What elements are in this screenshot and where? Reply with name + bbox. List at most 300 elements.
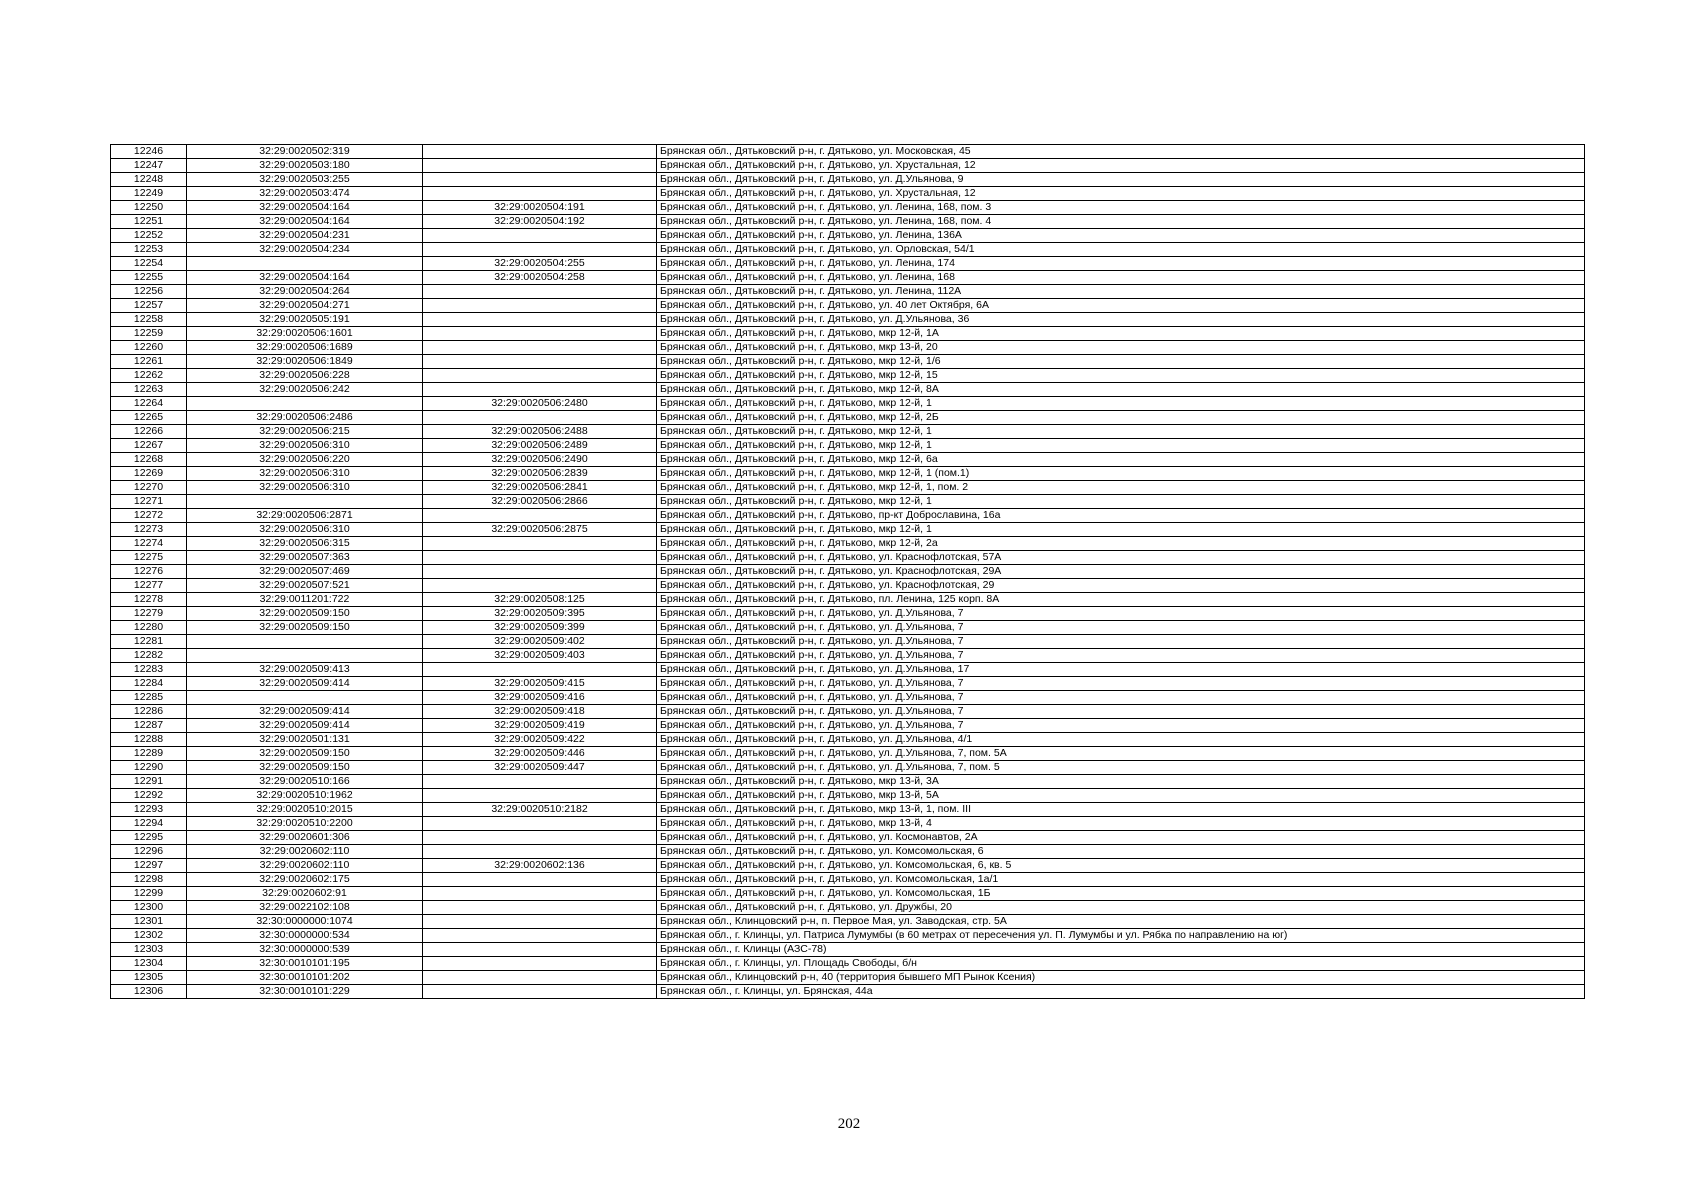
cell-related-cadastral-number [423,341,657,355]
cell-cadastral-number: 32:29:0020507:363 [187,551,423,565]
cell-row-number: 12284 [111,677,187,691]
cell-related-cadastral-number [423,299,657,313]
table-row [111,271,1585,285]
table-row [111,873,1585,887]
cell-row-number: 12266 [111,425,187,439]
cell-related-cadastral-number: 32:29:0020504:255 [423,257,657,271]
table-row [111,887,1585,901]
cell-cadastral-number [187,635,423,649]
table-row [111,523,1585,537]
cell-address: Брянская обл., Дятьковский р-н, г. Дятьково, ул. Д.Ульянова, 4/1 [657,733,1585,747]
cell-related-cadastral-number [423,887,657,901]
cell-cadastral-number [187,649,423,663]
cell-cadastral-number: 32:29:0020509:413 [187,663,423,677]
cell-related-cadastral-number: 32:29:0020506:2839 [423,467,657,481]
cell-row-number: 12288 [111,733,187,747]
cell-row-number: 12282 [111,649,187,663]
cell-cadastral-number: 32:29:0020506:310 [187,523,423,537]
table-row [111,621,1585,635]
cell-related-cadastral-number: 32:29:0020509:399 [423,621,657,635]
cell-row-number: 12274 [111,537,187,551]
table-row [111,397,1585,411]
cell-related-cadastral-number [423,355,657,369]
cell-row-number: 12300 [111,901,187,915]
cell-address: Брянская обл., Дятьковский р-н, г. Дятьково, мкр 12-й, 1А [657,327,1585,341]
table-row [111,453,1585,467]
cell-address: Брянская обл., Дятьковский р-н, г. Дятьково, мкр 12-й, 6а [657,453,1585,467]
cell-cadastral-number: 32:29:0020509:414 [187,677,423,691]
cell-cadastral-number: 32:29:0020506:310 [187,439,423,453]
table-row [111,733,1585,747]
cell-cadastral-number: 32:29:0020602:175 [187,873,423,887]
cell-address: Брянская обл., Дятьковский р-н, г. Дятьково, мкр 12-й, 2а [657,537,1585,551]
cell-address: Брянская обл., Дятьковский р-н, г. Дятьково, ул. Комсомольская, 1а/1 [657,873,1585,887]
cell-related-cadastral-number: 32:29:0020508:125 [423,593,657,607]
table-row [111,299,1585,313]
cell-cadastral-number: 32:30:0000000:1074 [187,915,423,929]
table-row [111,901,1585,915]
cell-address: Брянская обл., Дятьковский р-н, г. Дятьково, мкр 13-й, 1, пом. III [657,803,1585,817]
cell-related-cadastral-number: 32:29:0020509:447 [423,761,657,775]
cell-address: Брянская обл., Дятьковский р-н, г. Дятьково, ул. Д.Ульянова, 7 [657,719,1585,733]
cell-address: Брянская обл., Дятьковский р-н, г. Дятьково, мкр 12-й, 1 [657,495,1585,509]
cell-row-number: 12247 [111,159,187,173]
cell-address: Брянская обл., Дятьковский р-н, г. Дятьково, ул. 40 лет Октября, 6А [657,299,1585,313]
cell-address: Брянская обл., Дятьковский р-н, г. Дятьково, мкр 12-й, 1, пом. 2 [657,481,1585,495]
cell-address: Брянская обл., Дятьковский р-н, г. Дятьково, мкр 12-й, 15 [657,369,1585,383]
cell-address: Брянская обл., Дятьковский р-н, г. Дятьково, мкр 12-й, 2Б [657,411,1585,425]
cell-row-number: 12271 [111,495,187,509]
cell-address: Брянская обл., Дятьковский р-н, г. Дятьково, мкр 12-й, 1/6 [657,355,1585,369]
table-row [111,495,1585,509]
cell-row-number: 12286 [111,705,187,719]
cell-row-number: 12254 [111,257,187,271]
cell-address: Брянская обл., Клинцовский р-н, п. Первое Мая, ул. Заводская, стр. 5А [657,915,1585,929]
table-row [111,635,1585,649]
cell-related-cadastral-number: 32:29:0020504:192 [423,215,657,229]
cell-row-number: 12249 [111,187,187,201]
cell-related-cadastral-number [423,313,657,327]
cell-row-number: 12270 [111,481,187,495]
table-row [111,775,1585,789]
cell-address: Брянская обл., Дятьковский р-н, г. Дятьково, ул. Д.Ульянова, 7, пом. 5А [657,747,1585,761]
cell-cadastral-number: 32:30:0010101:202 [187,971,423,985]
cell-row-number: 12252 [111,229,187,243]
cell-row-number: 12277 [111,579,187,593]
cell-row-number: 12297 [111,859,187,873]
cell-cadastral-number: 32:30:0010101:229 [187,985,423,999]
cell-related-cadastral-number: 32:29:0020509:422 [423,733,657,747]
table-row [111,565,1585,579]
cell-row-number: 12253 [111,243,187,257]
cell-row-number: 12251 [111,215,187,229]
table-row [111,145,1585,159]
table-row [111,411,1585,425]
cell-related-cadastral-number [423,817,657,831]
cell-address: Брянская обл., Дятьковский р-н, г. Дятьково, мкр 12-й, 1 [657,425,1585,439]
cell-row-number: 12272 [111,509,187,523]
table-row [111,509,1585,523]
cell-address: Брянская обл., Дятьковский р-н, г. Дятьково, ул. Краснофлотская, 29А [657,565,1585,579]
cell-address: Брянская обл., Дятьковский р-н, г. Дятьково, ул. Д.Ульянова, 7 [657,649,1585,663]
cell-related-cadastral-number [423,159,657,173]
cell-related-cadastral-number: 32:29:0020509:446 [423,747,657,761]
cell-related-cadastral-number: 32:29:0020509:419 [423,719,657,733]
cell-related-cadastral-number [423,565,657,579]
cell-cadastral-number: 32:29:0020503:180 [187,159,423,173]
cell-related-cadastral-number: 32:29:0020509:395 [423,607,657,621]
cell-row-number: 12257 [111,299,187,313]
cell-row-number: 12285 [111,691,187,705]
table-row [111,971,1585,985]
table-row [111,691,1585,705]
cell-address: Брянская обл., Дятьковский р-н, г. Дятьково, ул. Ленина, 168, пом. 4 [657,215,1585,229]
cell-cadastral-number: 32:29:0020506:1601 [187,327,423,341]
cell-address: Брянская обл., Дятьковский р-н, г. Дятьково, ул. Краснофлотская, 29 [657,579,1585,593]
cell-address: Брянская обл., г. Клинцы, ул. Брянская, 44а [657,985,1585,999]
cell-related-cadastral-number [423,187,657,201]
table-row [111,439,1585,453]
cell-row-number: 12259 [111,327,187,341]
cell-cadastral-number [187,397,423,411]
cell-address: Брянская обл., Дятьковский р-н, г. Дятьково, ул. Д.Ульянова, 7, пом. 5 [657,761,1585,775]
cell-cadastral-number: 32:29:0020506:1849 [187,355,423,369]
table-row [111,551,1585,565]
cell-address: Брянская обл., Дятьковский р-н, г. Дятьково, ул. Д.Ульянова, 7 [657,635,1585,649]
cell-related-cadastral-number [423,929,657,943]
cell-row-number: 12276 [111,565,187,579]
table-row [111,257,1585,271]
cell-address: Брянская обл., Дятьковский р-н, г. Дятьково, ул. Орловская, 54/1 [657,243,1585,257]
table-row [111,719,1585,733]
cell-related-cadastral-number [423,243,657,257]
cell-related-cadastral-number: 32:29:0020506:2875 [423,523,657,537]
table-row [111,663,1585,677]
cell-row-number: 12279 [111,607,187,621]
cell-address: Брянская обл., Дятьковский р-н, г. Дятьково, мкр 12-й, 1 [657,397,1585,411]
table-row [111,845,1585,859]
cell-related-cadastral-number: 32:29:0020509:415 [423,677,657,691]
cell-related-cadastral-number: 32:29:0020506:2490 [423,453,657,467]
cell-related-cadastral-number: 32:29:0020510:2182 [423,803,657,817]
cell-related-cadastral-number [423,411,657,425]
cell-address: Брянская обл., г. Клинцы (АЗС-78) [657,943,1585,957]
table-row [111,817,1585,831]
table-row [111,467,1585,481]
cell-address: Брянская обл., Дятьковский р-н, г. Дятьково, ул. Космонавтов, 2А [657,831,1585,845]
cell-row-number: 12304 [111,957,187,971]
cell-related-cadastral-number: 32:29:0020506:2841 [423,481,657,495]
cell-cadastral-number: 32:29:0020509:150 [187,607,423,621]
cell-address: Брянская обл., Дятьковский р-н, г. Дятьково, мкр 12-й, 8А [657,383,1585,397]
cell-related-cadastral-number [423,537,657,551]
cell-related-cadastral-number: 32:29:0020602:136 [423,859,657,873]
table-row [111,215,1585,229]
cell-cadastral-number: 32:29:0020504:231 [187,229,423,243]
cell-cadastral-number: 32:30:0010101:195 [187,957,423,971]
cell-row-number: 12262 [111,369,187,383]
table-row [111,355,1585,369]
cell-related-cadastral-number [423,957,657,971]
cell-related-cadastral-number [423,971,657,985]
cell-related-cadastral-number: 32:29:0020509:418 [423,705,657,719]
cell-cadastral-number: 32:29:0020510:166 [187,775,423,789]
cell-cadastral-number: 32:29:0020506:215 [187,425,423,439]
cell-cadastral-number: 32:29:0020510:2015 [187,803,423,817]
cell-address: Брянская обл., г. Клинцы, ул. Патриса Лумумбы (в 60 метрах от пересечения ул. П. Лумумбы и ул. Рябка по направлению на юг) [657,929,1585,943]
cell-row-number: 12296 [111,845,187,859]
cell-related-cadastral-number [423,873,657,887]
table-row [111,747,1585,761]
cell-cadastral-number: 32:29:0020507:521 [187,579,423,593]
cell-row-number: 12303 [111,943,187,957]
cell-row-number: 12256 [111,285,187,299]
table-row [111,327,1585,341]
cell-cadastral-number: 32:29:0011201:722 [187,593,423,607]
cell-related-cadastral-number: 32:29:0020509:416 [423,691,657,705]
table-row [111,229,1585,243]
table-row [111,159,1585,173]
cell-row-number: 12248 [111,173,187,187]
table-row [111,831,1585,845]
cell-related-cadastral-number [423,509,657,523]
cell-row-number: 12269 [111,467,187,481]
table-row [111,313,1585,327]
cell-cadastral-number: 32:29:0020504:264 [187,285,423,299]
cell-address: Брянская обл., Дятьковский р-н, г. Дятьково, ул. Ленина, 136А [657,229,1585,243]
cell-row-number: 12265 [111,411,187,425]
cell-related-cadastral-number: 32:29:0020506:2480 [423,397,657,411]
table-row [111,789,1585,803]
cell-related-cadastral-number [423,579,657,593]
cell-cadastral-number: 32:29:0020509:150 [187,761,423,775]
cell-address: Брянская обл., Дятьковский р-н, г. Дятьково, ул. Ленина, 168 [657,271,1585,285]
registry-table [110,144,1585,999]
cell-address: Брянская обл., Дятьковский р-н, г. Дятьково, ул. Комсомольская, 6, кв. 5 [657,859,1585,873]
cell-address: Брянская обл., г. Клинцы, ул. Площадь Свободы, б/н [657,957,1585,971]
cell-row-number: 12302 [111,929,187,943]
cell-related-cadastral-number [423,369,657,383]
cell-address: Брянская обл., Дятьковский р-н, г. Дятьково, ул. Д.Ульянова, 7 [657,705,1585,719]
cell-row-number: 12294 [111,817,187,831]
cell-address: Брянская обл., Дятьковский р-н, г. Дятьково, ул. Д.Ульянова, 7 [657,691,1585,705]
cell-address: Брянская обл., Дятьковский р-н, г. Дятьково, ул. Комсомольская, 6 [657,845,1585,859]
cell-address: Брянская обл., Дятьковский р-н, г. Дятьково, ул. Краснофлотская, 57А [657,551,1585,565]
cell-cadastral-number: 32:29:0020505:191 [187,313,423,327]
cell-related-cadastral-number [423,551,657,565]
cell-row-number: 12273 [111,523,187,537]
table-row [111,859,1585,873]
cell-address: Брянская обл., Дятьковский р-н, г. Дятьково, ул. Ленина, 168, пом. 3 [657,201,1585,215]
table-row [111,285,1585,299]
cell-address: Брянская обл., Дятьковский р-н, г. Дятьково, мкр 13-й, 4 [657,817,1585,831]
cell-row-number: 12264 [111,397,187,411]
cell-address: Брянская обл., Дятьковский р-н, г. Дятьково, ул. Д.Ульянова, 36 [657,313,1585,327]
cell-related-cadastral-number [423,901,657,915]
cell-related-cadastral-number [423,985,657,999]
cell-address: Брянская обл., Дятьковский р-н, г. Дятьково, ул. Д.Ульянова, 7 [657,621,1585,635]
cell-address: Брянская обл., Дятьковский р-н, г. Дятьково, ул. Ленина, 174 [657,257,1585,271]
table-row [111,481,1585,495]
cell-cadastral-number: 32:29:0020602:91 [187,887,423,901]
cell-related-cadastral-number: 32:29:0020504:191 [423,201,657,215]
cell-row-number: 12263 [111,383,187,397]
cell-row-number: 12280 [111,621,187,635]
registry-table-body [111,145,1585,999]
cell-address: Брянская обл., Дятьковский р-н, г. Дятьково, ул. Комсомольская, 1Б [657,887,1585,901]
table-row [111,579,1585,593]
cell-related-cadastral-number [423,775,657,789]
cell-cadastral-number: 32:29:0020506:220 [187,453,423,467]
cell-related-cadastral-number [423,229,657,243]
cell-row-number: 12305 [111,971,187,985]
table-row [111,243,1585,257]
table-row [111,677,1585,691]
table-row [111,383,1585,397]
cell-cadastral-number: 32:29:0020506:2871 [187,509,423,523]
table-row [111,341,1585,355]
table-row [111,915,1585,929]
cell-related-cadastral-number: 32:29:0020506:2488 [423,425,657,439]
table-row [111,607,1585,621]
cell-row-number: 12298 [111,873,187,887]
cell-cadastral-number: 32:30:0000000:539 [187,943,423,957]
cell-row-number: 12255 [111,271,187,285]
cell-row-number: 12289 [111,747,187,761]
cell-related-cadastral-number [423,173,657,187]
cell-cadastral-number [187,257,423,271]
cell-address: Брянская обл., Дятьковский р-н, г. Дятьково, ул. Дружбы, 20 [657,901,1585,915]
cell-cadastral-number: 32:29:0020503:255 [187,173,423,187]
cell-address: Брянская обл., Дятьковский р-н, г. Дятьково, мкр 12-й, 1 [657,439,1585,453]
cell-cadastral-number: 32:29:0020506:2486 [187,411,423,425]
cell-related-cadastral-number [423,663,657,677]
page-number: 202 [837,1116,861,1132]
cell-cadastral-number: 32:29:0020506:315 [187,537,423,551]
cell-cadastral-number: 32:29:0020504:164 [187,201,423,215]
cell-cadastral-number: 32:29:0020504:164 [187,215,423,229]
cell-cadastral-number: 32:29:0020509:150 [187,747,423,761]
cell-related-cadastral-number [423,145,657,159]
table-row [111,957,1585,971]
cell-address: Брянская обл., Дятьковский р-н, г. Дятьково, пр-кт Доброславина, 16а [657,509,1585,523]
cell-related-cadastral-number: 32:29:0020506:2866 [423,495,657,509]
cell-related-cadastral-number [423,285,657,299]
cell-cadastral-number: 32:29:0020510:1962 [187,789,423,803]
cell-cadastral-number: 32:29:0020602:110 [187,845,423,859]
table-row [111,187,1585,201]
cell-address: Брянская обл., Дятьковский р-н, г. Дятьково, ул. Д.Ульянова, 9 [657,173,1585,187]
cell-related-cadastral-number [423,789,657,803]
cell-row-number: 12260 [111,341,187,355]
cell-address: Брянская обл., Дятьковский р-н, г. Дятьково, мкр 12-й, 1 [657,523,1585,537]
cell-related-cadastral-number: 32:29:0020504:258 [423,271,657,285]
cell-row-number: 12278 [111,593,187,607]
table-row [111,985,1585,999]
cell-row-number: 12258 [111,313,187,327]
table-row [111,803,1585,817]
cell-row-number: 12267 [111,439,187,453]
cell-cadastral-number: 32:29:0020509:414 [187,719,423,733]
cell-address: Брянская обл., Дятьковский р-н, г. Дятьково, ул. Д.Ульянова, 7 [657,677,1585,691]
cell-related-cadastral-number [423,383,657,397]
cell-row-number: 12290 [111,761,187,775]
cell-cadastral-number: 32:29:0020503:474 [187,187,423,201]
cell-row-number: 12281 [111,635,187,649]
cell-related-cadastral-number: 32:29:0020509:402 [423,635,657,649]
cell-cadastral-number: 32:30:0000000:534 [187,929,423,943]
table-row [111,369,1585,383]
cell-cadastral-number: 32:29:0020502:319 [187,145,423,159]
cell-row-number: 12306 [111,985,187,999]
cell-row-number: 12293 [111,803,187,817]
cell-address: Брянская обл., Клинцовский р-н, 40 (территория бывшего МП Рынок Ксения) [657,971,1585,985]
cell-row-number: 12291 [111,775,187,789]
cell-related-cadastral-number [423,943,657,957]
cell-address: Брянская обл., Дятьковский р-н, г. Дятьково, ул. Хрустальная, 12 [657,159,1585,173]
cell-address: Брянская обл., Дятьковский р-н, г. Дятьково, мкр 12-й, 1 (пом.1) [657,467,1585,481]
table-row [111,537,1585,551]
cell-address: Брянская обл., Дятьковский р-н, г. Дятьково, мкр 13-й, 3А [657,775,1585,789]
cell-related-cadastral-number [423,327,657,341]
cell-row-number: 12292 [111,789,187,803]
cell-row-number: 12268 [111,453,187,467]
cell-address: Брянская обл., Дятьковский р-н, г. Дятьково, ул. Д.Ульянова, 7 [657,607,1585,621]
cell-cadastral-number: 32:29:0020507:469 [187,565,423,579]
table-row [111,201,1585,215]
cell-row-number: 12261 [111,355,187,369]
cell-address: Брянская обл., Дятьковский р-н, г. Дятьково, ул. Хрустальная, 12 [657,187,1585,201]
cell-related-cadastral-number: 32:29:0020506:2489 [423,439,657,453]
cell-cadastral-number [187,495,423,509]
cell-address: Брянская обл., Дятьковский р-н, г. Дятьково, ул. Московская, 45 [657,145,1585,159]
cell-address: Брянская обл., Дятьковский р-н, г. Дятьково, мкр 13-й, 20 [657,341,1585,355]
cell-row-number: 12301 [111,915,187,929]
cell-row-number: 12250 [111,201,187,215]
cell-cadastral-number: 32:29:0020501:131 [187,733,423,747]
table-row [111,173,1585,187]
cell-address: Брянская обл., Дятьковский р-н, г. Дятьково, ул. Ленина, 112А [657,285,1585,299]
cell-related-cadastral-number [423,915,657,929]
cell-cadastral-number: 32:29:0020506:310 [187,467,423,481]
cell-cadastral-number: 32:29:0020509:150 [187,621,423,635]
cell-cadastral-number: 32:29:0020506:228 [187,369,423,383]
cell-cadastral-number: 32:29:0020601:306 [187,831,423,845]
table-row [111,929,1585,943]
table-row [111,425,1585,439]
cell-cadastral-number: 32:29:0020504:164 [187,271,423,285]
table-row [111,649,1585,663]
cell-related-cadastral-number: 32:29:0020509:403 [423,649,657,663]
cell-cadastral-number: 32:29:0020506:242 [187,383,423,397]
cell-cadastral-number: 32:29:0022102:108 [187,901,423,915]
cell-row-number: 12283 [111,663,187,677]
cell-cadastral-number: 32:29:0020506:310 [187,481,423,495]
table-row [111,943,1585,957]
cell-cadastral-number: 32:29:0020504:234 [187,243,423,257]
cell-row-number: 12299 [111,887,187,901]
cell-address: Брянская обл., Дятьковский р-н, г. Дятьково, мкр 13-й, 5А [657,789,1585,803]
cell-cadastral-number: 32:29:0020602:110 [187,859,423,873]
cell-address: Брянская обл., Дятьковский р-н, г. Дятьково, пл. Ленина, 125 корп. 8А [657,593,1585,607]
cell-cadastral-number: 32:29:0020509:414 [187,705,423,719]
cell-address: Брянская обл., Дятьковский р-н, г. Дятьково, ул. Д.Ульянова, 17 [657,663,1585,677]
table-row [111,705,1585,719]
cell-cadastral-number [187,691,423,705]
table-row [111,593,1585,607]
cell-row-number: 12246 [111,145,187,159]
cell-cadastral-number: 32:29:0020510:2200 [187,817,423,831]
